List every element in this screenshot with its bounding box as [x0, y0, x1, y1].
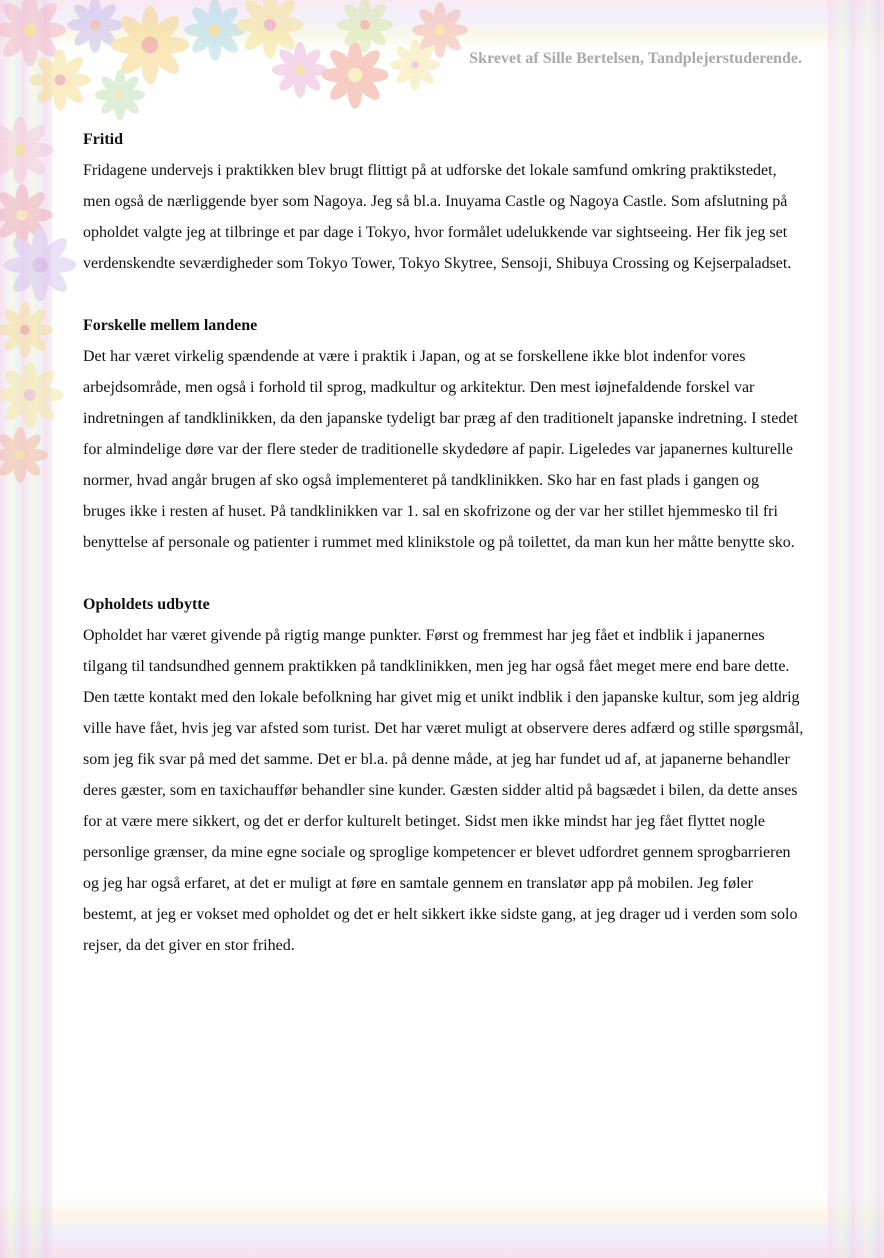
- section-paragraph: Det har været virkelig spændende at være i praktik i Japan, og at se forskellene ikke blot indenfor vores arbejdsområde, men også i forhold til sprog, madkultur og arkitektur. Den mest iøjnefaldende forskel var indretningen af tandklinikken, da den japanske tydeligt bar præg af den traditionelt japanske indretning. I stedet for almindelige døre var der flere steder de traditionelle skydedøre af papir. Ligeledes var japanernes kulturelle normer, hvad angår brugen af sko også implementeret på tandklinikken. Sko har en fast plads i gangen og bruges ikke i resten af huset. På tandklinikken var 1. sal en skofrizone og der var her stillet hjemmesko til fri benyttelse af personale og patienter i rummet med klinikstole og på toilettet, da man kun her måtte benytte sko.: [83, 348, 798, 551]
- flower-icon: [337, 0, 393, 53]
- article-body: [83, 124, 805, 992]
- flower-icon: [236, 0, 303, 59]
- border-left: [0, 0, 52, 1258]
- flower-icon: [95, 70, 145, 120]
- section-paragraph: Fridagene undervejs i praktikken blev brugt flittigt på at udforske det lokale samfund omkring praktikstedet, men også de nærliggende byer som Nagoya. Jeg så bl.a. Inuyama Castle og Nagoya Castle. Som afslutning på opholdet valgte jeg at tilbringe et par dage i Tokyo, hvor formålet udelukkende var sightseeing. Her fik jeg set verdenskendte seværdigheder som Tokyo Tower, Tokyo Skytree, Sensoji, Shibuya Crossing og Kejserpaladset.: [83, 162, 792, 272]
- flower-icon: [67, 0, 123, 53]
- flower-icon: [0, 427, 48, 483]
- flower-icon: [0, 302, 53, 358]
- flower-icon: [111, 6, 189, 84]
- author-credit: Skrevet af Sille Bertelsen, Tandplejerstuderende.: [469, 50, 802, 67]
- section-heading: Fritid: [83, 131, 123, 148]
- flower-icon: [390, 40, 440, 90]
- border-right: [828, 0, 884, 1258]
- flower-icon: [29, 49, 91, 111]
- section-forskelle: [83, 310, 805, 558]
- flower-icon: [4, 229, 77, 302]
- flower-icon: [0, 361, 64, 428]
- border-top: [0, 0, 884, 50]
- flower-icon: [0, 184, 53, 246]
- flower-icon: [272, 42, 328, 98]
- flower-icon: [184, 0, 246, 61]
- section-heading: Opholdets udbytte: [83, 596, 210, 613]
- section-heading: Forskelle mellem landene: [83, 317, 258, 334]
- section-fritid: [83, 124, 805, 279]
- flower-icon: [0, 0, 66, 66]
- flower-icon: [321, 41, 388, 108]
- section-udbytte: [83, 589, 805, 961]
- flower-icon: [412, 2, 468, 58]
- flower-icon: [0, 116, 54, 183]
- border-bottom: [0, 1194, 884, 1258]
- section-paragraph: Opholdet har været givende på rigtig mange punkter. Først og fremmest har jeg fået et indblik i japanernes tilgang til tandsundhed gennem praktikken på tandklinikken, men jeg har også fået meget mere end bare dette. Den tætte kontakt med den lokale befolkning har givet mig et unikt indblik i den japanske kultur, som jeg aldrig ville have fået, hvis jeg var afsted som turist. Det har været muligt at observere deres adfærd og stille spørgsmål, som jeg fik svar på med det samme. Det er bl.a. på denne måde, at jeg har fundet ud af, at japanerne behandler deres gæster, som en taxichauffør behandler sine kunder. Gæsten sidder altid på bagsædet i bilen, da dette anses for at være mere sikkert, og det er derfor kulturelt betinget. Sidst men ikke mindst har jeg fået flyttet nogle personlige grænser, da mine egne sociale og sproglige kompetencer er blevet udfordret gennem sprogbarrieren og jeg har også erfaret, at det er muligt at føre en samtale gennem en translatør app på mobilen. Jeg føler bestemt, at jeg er vokset med opholdet og det er helt sikkert ikke sidste gang, at jeg drager ud i verden som solo rejser, da det giver en stor frihed.: [83, 627, 804, 954]
